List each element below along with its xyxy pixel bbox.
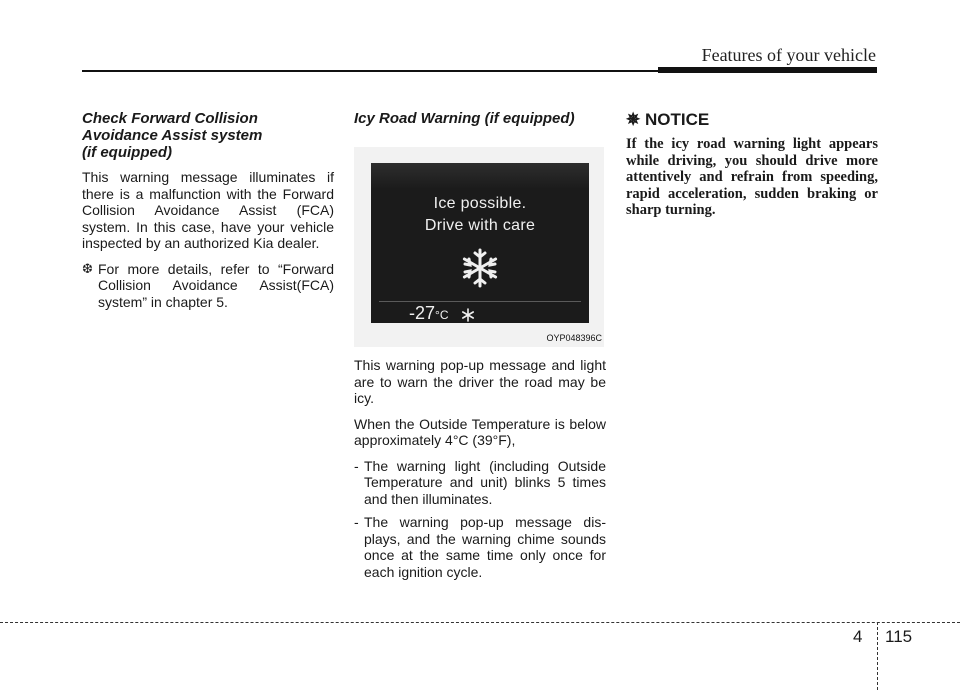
page-number: 115 xyxy=(885,627,913,646)
bullet-text: The warning light (including Outside Temperature and unit) blinks 5 times and then illuminates. xyxy=(364,457,606,507)
running-header: Features of your vehicle xyxy=(701,45,876,65)
small-snowflake-icon xyxy=(461,308,475,322)
bullet-marker: - xyxy=(354,514,359,530)
fca-note xyxy=(82,261,334,311)
outside-temperature xyxy=(409,303,448,324)
icy-bullet xyxy=(354,458,606,508)
icy-para2: When the Outside Temperature is below approximately 4°C (39°F), xyxy=(354,415,606,448)
figure-code: OYP048396C xyxy=(546,333,602,343)
fca-title-line: Check Forward Collision xyxy=(82,110,258,127)
note-symbol-icon: ❆ xyxy=(82,260,93,276)
temperature-unit: °C xyxy=(435,308,449,322)
fca-note-text: For more details, refer to “Forward Collision Avoidance Assist(FCA) system” in chapter 5. xyxy=(98,260,334,310)
chapter-number: 4 xyxy=(853,627,863,646)
snowflake-icon xyxy=(459,247,501,289)
screen-top-band xyxy=(371,163,589,189)
temperature-value: -27 xyxy=(409,303,436,323)
footer-rule xyxy=(0,622,960,623)
screen-message-line1: Ice possible. xyxy=(433,195,527,212)
icy-para1: This warning pop-up message and light are to warn the driver the road may be icy. xyxy=(354,357,606,406)
fca-title-line: Avoidance Assist system xyxy=(82,127,263,144)
fca-paragraph: This warning message illuminates if there is a malfunction with the Forward Collision Avoidance Assist (FCA) system. In this case, have your vehicle inspected by an authorized Kia dealer. xyxy=(82,169,334,251)
footer-divider xyxy=(877,622,878,690)
cluster-display-figure xyxy=(354,147,604,347)
fca-title-line: (if equipped) xyxy=(82,144,172,161)
notice-title xyxy=(626,110,878,130)
notice-section xyxy=(626,110,878,219)
bullet-marker: - xyxy=(354,457,359,474)
screen-separator xyxy=(379,301,581,302)
icy-road-title: Icy Road Warning (if equipped) xyxy=(354,110,575,127)
cluster-screen xyxy=(371,163,589,323)
fca-title xyxy=(82,110,334,161)
icy-bullet xyxy=(354,514,606,580)
bullet-text: The warning pop-up message displays, and the warning chime sounds once at the same time only once for each ignition cycle. xyxy=(364,514,606,580)
header-rule-accent xyxy=(658,67,877,73)
notice-star-icon: ✵ xyxy=(626,110,641,129)
notice-title-text: NOTICE xyxy=(644,110,710,129)
fca-section xyxy=(82,110,334,310)
notice-text: If the icy road warning light appears while driving, you should drive more attentively and refrain from speeding, rapid acceleration, sudden braking or sharp turning. xyxy=(626,136,878,218)
screen-message-line2: Drive with care xyxy=(424,217,536,234)
icy-road-section xyxy=(354,110,606,587)
